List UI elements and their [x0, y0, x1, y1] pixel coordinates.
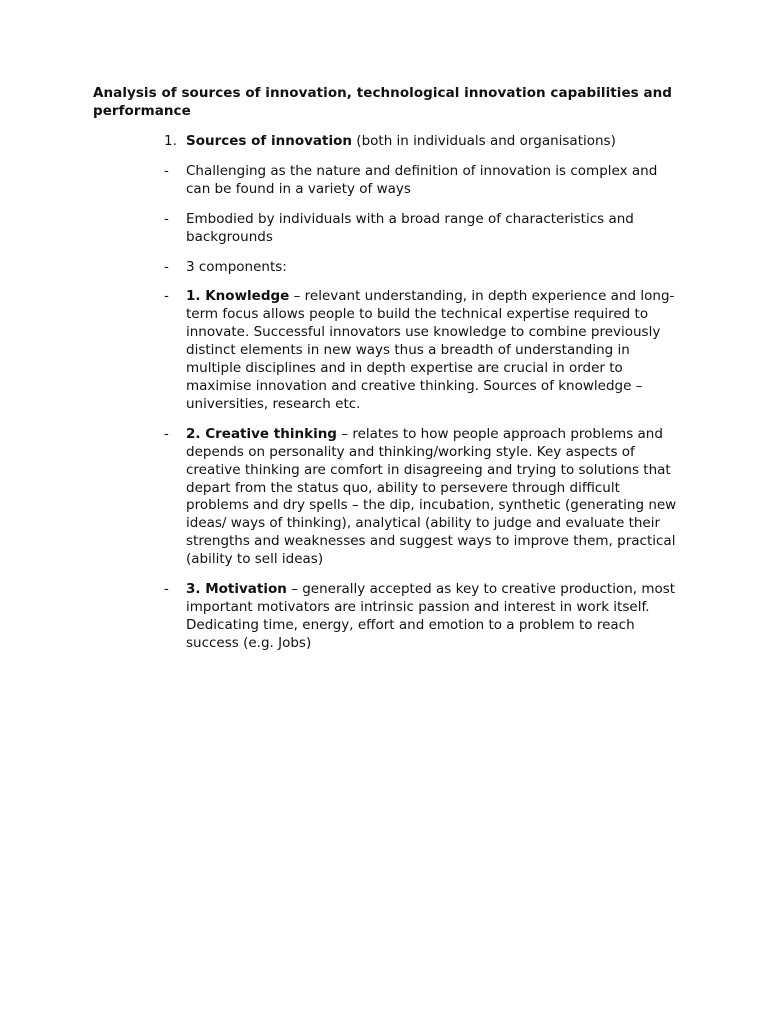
- list-item-text: [186, 288, 683, 413]
- list-number: 1.: [164, 133, 177, 149]
- list-item-knowledge: [93, 288, 683, 413]
- list-item-components: [93, 259, 683, 277]
- list-item-text: [186, 133, 683, 151]
- list-item-sources: [93, 133, 683, 151]
- list-item-challenging: [93, 163, 683, 199]
- list-item-body: 3 components:: [186, 258, 287, 275]
- dash-bullet: -: [164, 425, 169, 442]
- list-item-creative-thinking: [93, 426, 683, 569]
- list-item-text: [186, 259, 683, 277]
- content-list: [93, 133, 683, 653]
- list-item-heading: 2. Creative thinking: [186, 425, 337, 442]
- list-item-text: [186, 163, 683, 199]
- list-item-motivation: [93, 581, 683, 653]
- list-item-body: – relevant understanding, in depth experience and long-term focus allows people to build the technical expertise required to innovate. Successful innovators use knowledge to combine previously distinct elements in new ways thus a breadth of understanding in multiple disciplines and in depth expertise are crucial in order to maximise innovation and creative thinking. Sources of knowledge – universities, research etc.: [186, 288, 675, 412]
- list-item-text: [186, 211, 683, 247]
- list-item-embodied: [93, 211, 683, 247]
- list-item-heading: 3. Motivation: [186, 581, 287, 598]
- dash-bullet: -: [164, 258, 169, 275]
- list-item-body: Challenging as the nature and definition of innovation is complex and can be found in a variety of ways: [186, 162, 658, 197]
- list-item-body: – relates to how people approach problems and depends on personality and thinking/working style. Key aspects of creative thinking are comfort in disagreeing and trying to solutions that depart from the status quo, ability to persevere through difficult problems and dry spells – the dip, incubation, synthetic (generating new ideas/ ways of thinking), analytical (ability to judge and evaluate their strengths and weaknesses and suggest ways to improve them, practical (ability to sell ideas): [186, 425, 677, 568]
- document-page: [93, 84, 683, 665]
- dash-bullet: -: [164, 162, 169, 179]
- list-item-body: Embodied by individuals with a broad range of characteristics and backgrounds: [186, 210, 634, 245]
- dash-bullet: -: [164, 581, 169, 598]
- list-item-text: [186, 426, 683, 569]
- list-item-body: – generally accepted as key to creative production, most important motivators are intrinsic passion and interest in work itself. Dedicating time, energy, effort and emotion to a problem to reach success (e.g. Jobs): [186, 581, 676, 651]
- list-item-heading: 1. Knowledge: [186, 288, 290, 305]
- document-title: Analysis of sources of innovation, technological innovation capabilities and performance: [93, 85, 673, 119]
- list-item-text: [186, 581, 683, 653]
- list-item-body: (both in individuals and organisations): [352, 133, 616, 149]
- dash-bullet: -: [164, 210, 169, 227]
- list-item-heading: Sources of innovation: [186, 133, 353, 149]
- dash-bullet: -: [164, 288, 169, 305]
